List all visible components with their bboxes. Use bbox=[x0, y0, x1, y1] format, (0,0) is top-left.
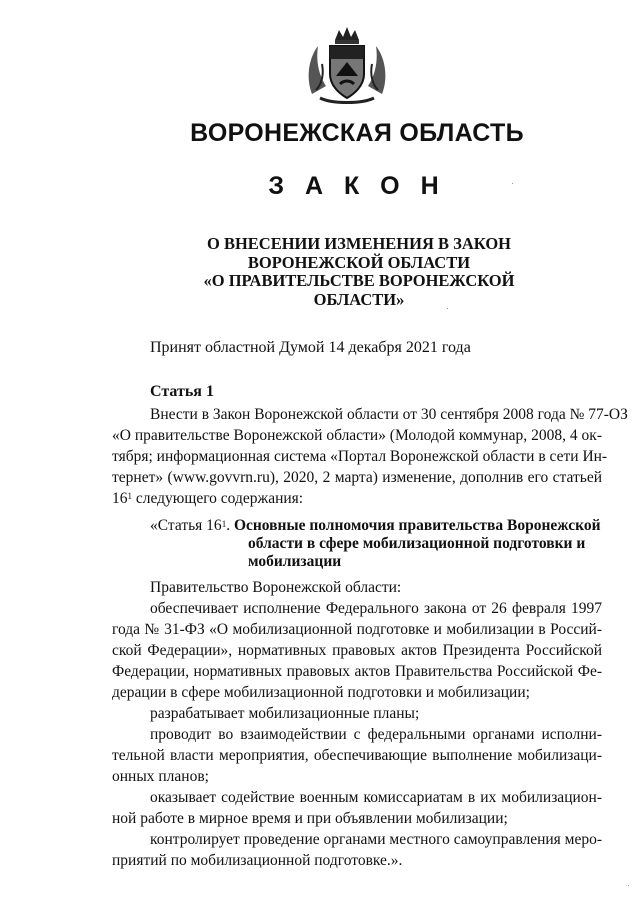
paragraph-line: Федерации, нормативных правовых актов Правительства Российской Фе- bbox=[112, 663, 602, 680]
paragraph-line: ной работе в мирное время и при объявлении мобилизации; bbox=[112, 810, 508, 827]
voronezh-coat-of-arms-icon bbox=[302, 24, 392, 104]
document-type: З А К О Н bbox=[268, 172, 446, 200]
law-title-line: «О ПРАВИТЕЛЬСТВЕ ВОРОНЕЖСКОЙ bbox=[203, 271, 515, 290]
paragraph-line: тельной власти мероприятия, обеспечивающие выполнение мобилизаци- bbox=[112, 747, 602, 764]
paragraph-line: Правительство Воронежской области: bbox=[150, 579, 402, 596]
paragraph-line: ской Федерации», нормативных правовых актов Президента Российской bbox=[112, 642, 602, 659]
article-period: . bbox=[226, 517, 231, 534]
paragraph-line: приятий по мобилизационной подготовке.». bbox=[112, 852, 403, 869]
superscript: 1 bbox=[127, 491, 132, 501]
article-1-heading: Статья 1 bbox=[150, 383, 214, 400]
article-16-1-body bbox=[112, 577, 602, 871]
article-16-1-title: области в сфере мобилизационной подготовки и bbox=[248, 535, 586, 552]
law-title bbox=[150, 235, 568, 309]
paragraph-line: тернет» (www.govvrn.ru), 2020, 2 марта) изменение, дополнив его статьей bbox=[112, 469, 602, 486]
paragraph-line: тября; информационная система «Портал Воронежской области в сети Ин- bbox=[112, 448, 608, 465]
adoption-date: Принят областной Думой 14 декабря 2021 года bbox=[150, 339, 471, 356]
paragraph-text: следующего содержания: bbox=[132, 490, 304, 507]
law-title-line: О ВНЕСЕНИИ ИЗМЕНЕНИЯ В ЗАКОН bbox=[206, 234, 511, 253]
paragraph-line: оказывает содействие военным комиссариатам в их мобилизацион- bbox=[150, 789, 602, 806]
article-16-1-prefix: «Статья 16 bbox=[150, 517, 222, 534]
law-title-line: ВОРОНЕЖСКОЙ ОБЛАСТИ bbox=[247, 252, 471, 272]
paragraph-line bbox=[112, 488, 602, 509]
article-16-1-title: Основные полномочия правительства Воронежской bbox=[233, 517, 601, 534]
paragraph-line: обеспечивает исполнение Федерального закона от 26 февраля 1997 bbox=[150, 600, 602, 617]
article-16-1-title: мобилизации bbox=[248, 553, 342, 570]
scan-speck bbox=[628, 885, 629, 886]
article-number: 16 bbox=[112, 490, 128, 507]
paragraph-line: разрабатывает мобилизационные планы; bbox=[150, 705, 420, 722]
scan-speck bbox=[447, 308, 448, 309]
paragraph-line: проводит во взаимодействии с федеральными органами исполни- bbox=[150, 726, 602, 743]
paragraph-line: Внести в Закон Воронежской области от 30 сентября 2008 года № 77-ОЗ bbox=[150, 406, 628, 423]
paragraph-line: года № 31-ФЗ «О мобилизационной подготовке и мобилизации в Россий- bbox=[112, 621, 602, 638]
paragraph-line: онных планов; bbox=[112, 768, 209, 785]
law-title-line: ОБЛАСТИ» bbox=[313, 289, 405, 309]
paragraph-line: дерации в сфере мобилизационной подготовки и мобилизации; bbox=[112, 684, 530, 701]
article-16-1-heading bbox=[150, 517, 610, 571]
paragraph-line: «О правительстве Воронежской области» (Молодой коммунар, 2008, 4 ок- bbox=[112, 427, 602, 444]
region-title: ВОРОНЕЖСКАЯ ОБЛАСТЬ bbox=[190, 119, 524, 147]
paragraph-line: контролирует проведение органами местного самоуправления меро- bbox=[150, 831, 603, 848]
scan-speck bbox=[512, 183, 513, 184]
article-1-body bbox=[112, 404, 628, 509]
superscript: 1 bbox=[221, 519, 227, 529]
